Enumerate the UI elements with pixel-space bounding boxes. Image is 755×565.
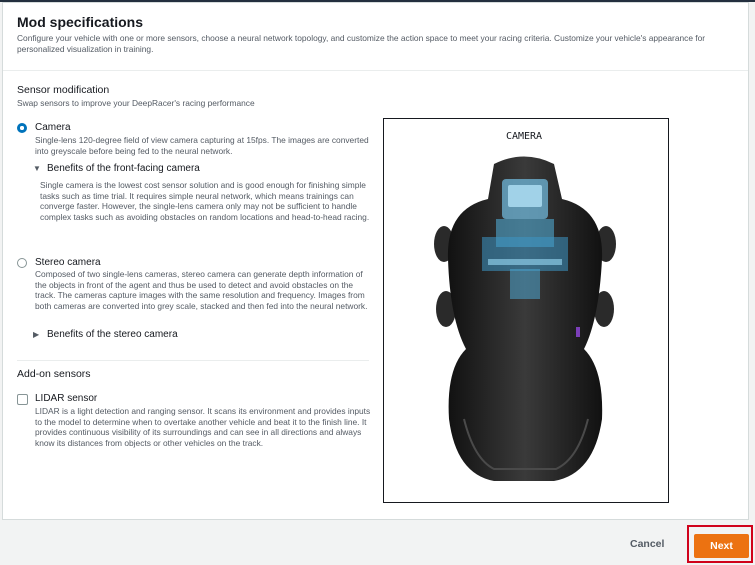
caret-right-icon: ▶: [33, 330, 40, 339]
stereo-benefits-label: Benefits of the stereo camera: [47, 329, 178, 340]
camera-image-label: CAMERA: [505, 131, 543, 142]
car-camera-image: [383, 118, 669, 503]
section-divider: [17, 360, 369, 361]
stereo-benefits-expander[interactable]: [33, 329, 178, 340]
car-illustration: [384, 119, 668, 502]
lidar-checkbox[interactable]: [17, 394, 28, 405]
panel-header: [3, 3, 748, 71]
sensor-modification-subtitle: Swap sensors to improve your DeepRacer's racing performance: [17, 98, 255, 108]
mod-specifications-panel: [2, 2, 749, 520]
stereo-camera-description: Composed of two single-lens cameras, stereo camera can generate depth information of the objects in front of the agent and thus be used to detect and avoid obstacles on the track. The cameras capture images with the same resolution and frequency. Images from both cameras are converted into grey scale, stacked and then fed into the neural network.: [35, 269, 368, 311]
stereo-camera-label[interactable]: Stereo camera: [35, 257, 101, 268]
next-button[interactable]: Next: [694, 534, 749, 558]
caret-down-icon: ▼: [33, 164, 41, 173]
stereo-camera-radio[interactable]: [17, 258, 27, 268]
page-description: Configure your vehicle with one or more sensors, choose a neural network topology, and customize the action space to meet your racing criteria. Customize your vehicle's appearance for personalized visualization in training.: [17, 33, 706, 54]
lidar-label[interactable]: LIDAR sensor: [35, 393, 98, 404]
sensor-modification-title: Sensor modification: [17, 84, 110, 96]
lidar-description: LIDAR is a light detection and ranging sensor. It scans its environment and provides inputs to the model to determine when to overtake another vehicle and beat it to the finish line. It provides continuous visibility of its surroundings and can see in all directions and always know its distances from objects or other vehicles on the track.: [35, 406, 371, 448]
camera-description: Single-lens 120-degree field of view camera capturing at 15fps. The images are converted into greyscale before being fed to the neural network.: [35, 135, 369, 156]
addon-sensors-title: Add-on sensors: [17, 368, 91, 380]
camera-radio[interactable]: [17, 123, 27, 133]
camera-benefits-expander[interactable]: [33, 163, 200, 174]
camera-label[interactable]: Camera: [35, 122, 71, 133]
page-title: Mod specifications: [17, 14, 144, 30]
cancel-button[interactable]: Cancel: [630, 538, 665, 550]
camera-benefits-label: Benefits of the front-facing camera: [47, 163, 200, 174]
camera-benefits-text: Single camera is the lowest cost sensor solution and is good enough for finishing simple tasks such as time trial. It requires simple neural network, which means trainings can converge faster. However, the single-lens camera only may not be sufficient to handle complex tasks such as avoiding obstacles on random locations and head-to-head racing.: [40, 180, 370, 222]
